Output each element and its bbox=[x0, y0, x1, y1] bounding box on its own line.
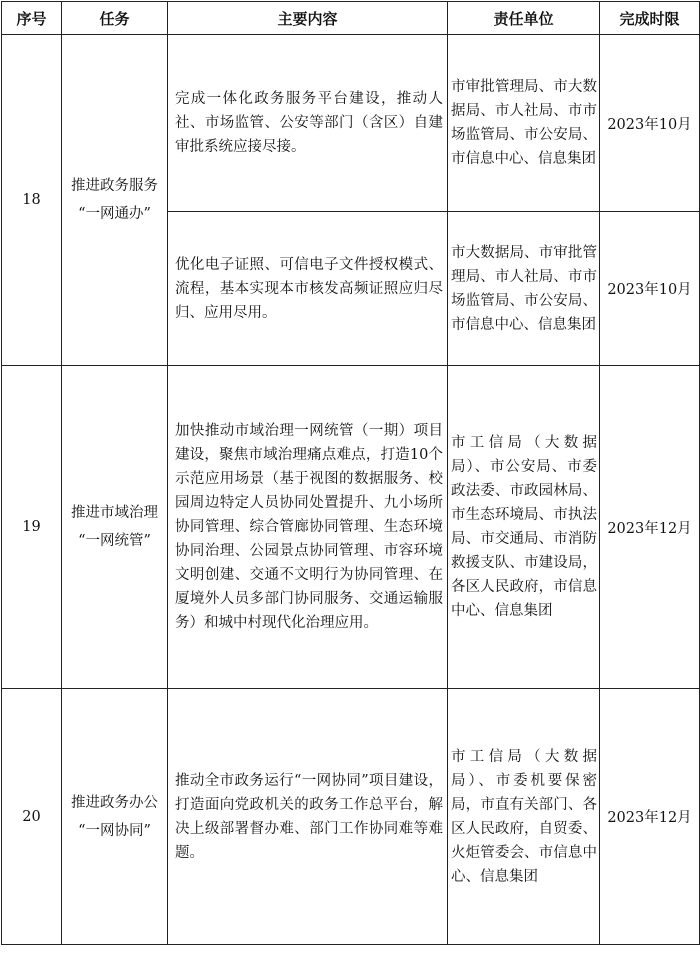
header-deadline: 完成时限 bbox=[600, 2, 700, 35]
unit-cell bbox=[448, 689, 600, 945]
table-row bbox=[2, 35, 700, 212]
unit-cell bbox=[448, 212, 600, 366]
task-name-line2: “一网协同” bbox=[78, 822, 151, 839]
task-name-line1: 推进市域治理 bbox=[71, 505, 158, 521]
table-row bbox=[2, 689, 700, 945]
content-text: 加快推动市域治理一网统管（一期）项目建设，聚焦市域治理痛点难点，打造10个示范应用场景（基于视图的数据服务、校园周边特定人员协同处置提升、九小场所协同管理、综合管廊协同管理、生态环境协同治理、公园景点协同管理、市容环境文明创建、交通不文明行为协同管理、在厦境外人员多部门协同服务、交通运输服务）和城中村现代化治理应用。 bbox=[175, 423, 443, 631]
header-task: 任务 bbox=[62, 2, 168, 35]
task-name-line2: “一网统管” bbox=[78, 533, 151, 549]
unit-cell bbox=[448, 35, 600, 212]
table-row bbox=[2, 366, 700, 689]
content-cell bbox=[168, 212, 448, 366]
header-unit: 责任单位 bbox=[448, 2, 600, 35]
task-name-line1: 推进政务办公 bbox=[71, 794, 158, 811]
task-table bbox=[1, 1, 700, 945]
deadline-cell: 2023年12月 bbox=[600, 366, 700, 689]
header-content: 主要内容 bbox=[168, 2, 448, 35]
task-cell bbox=[62, 689, 168, 945]
content-text: 完成一体化政务服务平台建设，推动人社、市场监管、公安等部门（含区）自建审批系统应接尽接。 bbox=[175, 91, 443, 155]
content-cell bbox=[168, 689, 448, 945]
task-cell bbox=[62, 35, 168, 366]
task-cell bbox=[62, 366, 168, 689]
unit-text: 市审批管理局、市大数据局、市人社局、市市场监管局、市公安局、市信息中心、信息集团 bbox=[451, 79, 597, 167]
content-cell bbox=[168, 35, 448, 212]
seq-cell: 19 bbox=[2, 366, 62, 689]
header-row bbox=[2, 2, 700, 35]
unit-text: 市工信局（大数据局）、市委机要保密局，市直有关部门、各区人民政府，自贸委、火炬管委会、市信息中心、信息集团 bbox=[451, 748, 597, 885]
deadline-cell: 2023年10月 bbox=[600, 212, 700, 366]
task-name-line1: 推进政务服务 bbox=[71, 178, 158, 194]
content-text: 优化电子证照、可信电子文件授权模式、流程，基本实现本市核发高频证照应归尽归、应用尽用。 bbox=[175, 256, 443, 321]
task-name-line2: “一网通办” bbox=[78, 206, 151, 222]
deadline-cell: 2023年10月 bbox=[600, 35, 700, 212]
unit-text: 市工信局（大数据局）、市公安局、市委政法委、市政园林局、市生态环境局、市执法局、市交通局、市消防救援支队、市建设局，各区人民政府，市信息中心、信息集团 bbox=[451, 435, 597, 619]
content-cell bbox=[168, 366, 448, 689]
unit-cell bbox=[448, 366, 600, 689]
deadline-cell: 2023年12月 bbox=[600, 689, 700, 945]
seq-cell: 20 bbox=[2, 689, 62, 945]
seq-cell: 18 bbox=[2, 35, 62, 366]
content-text: 推动全市政务运行“一网协同”项目建设，打造面向党政机关的政务工作总平台，解决上级部署督办难、部门工作协同难等难题。 bbox=[175, 772, 443, 861]
unit-text: 市大数据局、市审批管理局、市人社局、市市场监管局、市公安局、市信息中心、信息集团 bbox=[451, 244, 597, 333]
header-seq: 序号 bbox=[2, 2, 62, 35]
